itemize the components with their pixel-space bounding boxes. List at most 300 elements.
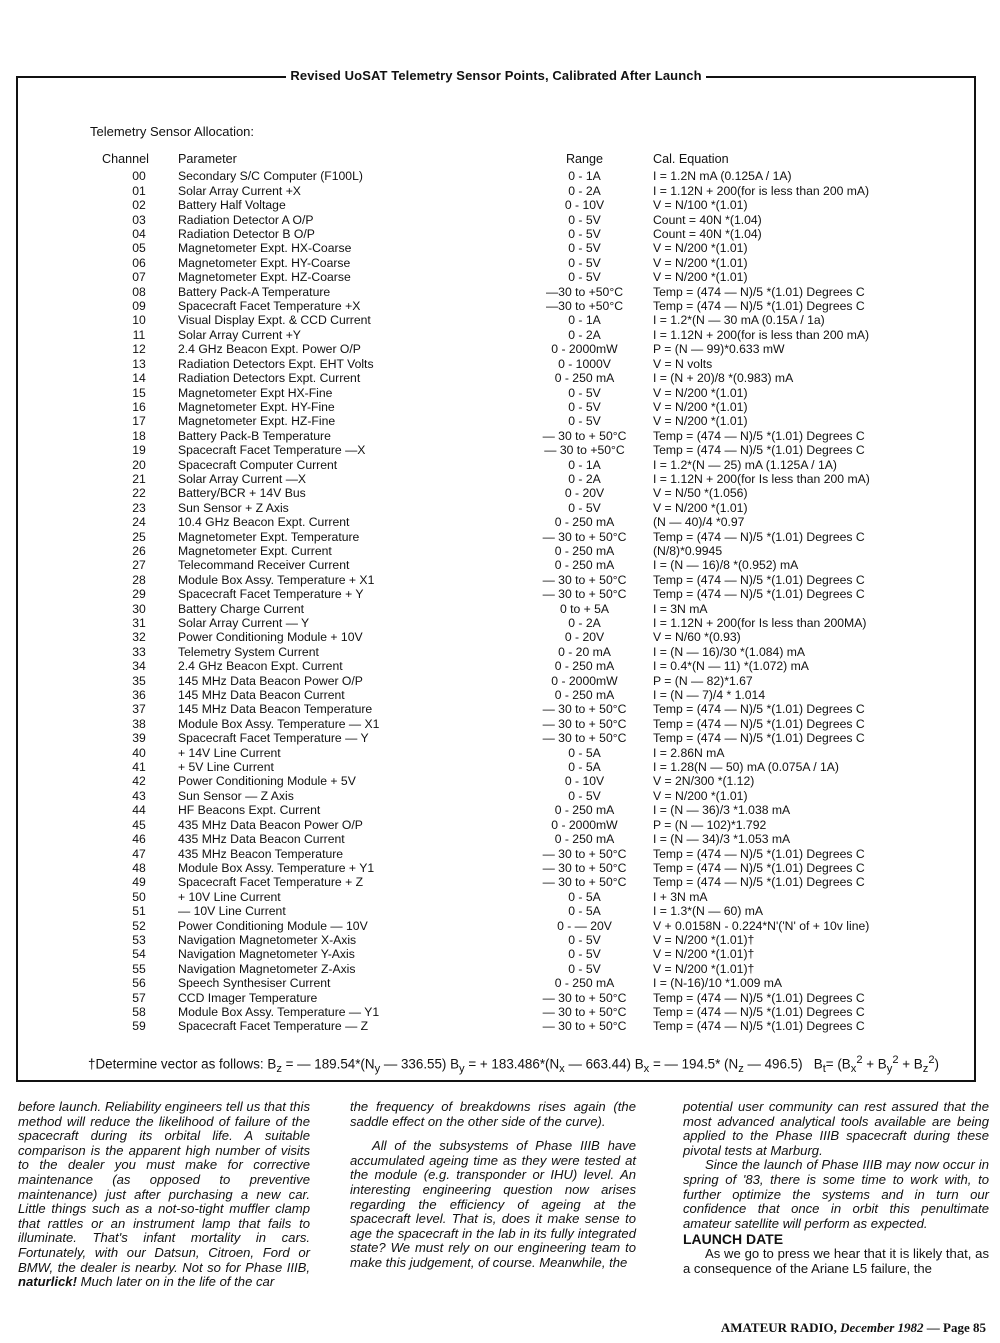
parameter-cell: Radiation Detector B O/P (178, 227, 315, 242)
channel-cell: 02 (132, 198, 146, 213)
range-cell: 0 - 250 mA (554, 543, 615, 558)
range-cell: 0 - 10V (564, 198, 605, 213)
table-row (100, 919, 963, 933)
table-row (100, 674, 963, 688)
table-row (100, 544, 963, 558)
table-row (100, 1019, 963, 1033)
equation-cell: I = 1.2*(N — 25) mA (1.125A / 1A) (653, 457, 837, 472)
range-cell: 0 - 5A (568, 760, 601, 775)
channel-cell: 12 (132, 342, 146, 357)
table-row (100, 746, 963, 760)
parameter-cell: 10.4 GHz Beacon Expt. Current (178, 515, 350, 530)
section-heading: LAUNCH DATE (683, 1231, 784, 1248)
equation-cell: V = N/200 *(1.01) (653, 241, 748, 256)
table-row (100, 602, 963, 616)
table-row (100, 616, 963, 630)
channel-cell: 18 (132, 428, 146, 443)
channel-cell: 04 (132, 227, 146, 242)
range-cell: 0 - 250 mA (554, 558, 615, 573)
channel-cell: 37 (132, 702, 146, 717)
channel-cell: 58 (132, 1004, 146, 1019)
col3-paragraph-3: As we go to press we hear that it is likely that, as a consequence of the Ariane L5 failure, the (683, 1245, 989, 1276)
parameter-cell: Magnetometer Expt HX-Fine (178, 385, 333, 400)
channel-cell: 57 (132, 990, 146, 1005)
equation-cell: Temp = (474 — N)/5 *(1.01) Degrees C (653, 846, 865, 861)
channel-cell: 54 (132, 947, 146, 962)
table-row (100, 976, 963, 990)
range-cell: —30 to +50°C (545, 284, 624, 299)
range-cell: — 30 to + 50°C (542, 846, 627, 861)
channel-cell: 35 (132, 673, 146, 688)
range-cell: — 30 to + 50°C (542, 1019, 627, 1034)
table-row (100, 386, 963, 400)
parameter-cell: Spacecraft Facet Temperature + Z (178, 875, 364, 890)
range-cell: — 30 to + 50°C (542, 428, 627, 443)
channel-cell: 14 (132, 371, 146, 386)
col2-paragraph-2: All of the subsystems of Phase IIIB have accumulated ageing time as they were tested at the module (e.g. transponder or IHU) level. An interesting engineering question now arises regarding the efficiency of ageing at the spacecraft level. That is, does it make sense to age the spacecraft in the lab in its fully integrated state? We must rely on our engineering team to make this judgement, of course. Meanwhile, the (350, 1138, 636, 1270)
header-channel: Channel (102, 152, 149, 166)
table-row (100, 847, 963, 861)
header-parameter: Parameter (178, 152, 237, 166)
equation-cell: I = (N — 34)/3 *1.053 mA (653, 832, 791, 847)
parameter-cell: Spacecraft Facet Temperature — Y (178, 731, 369, 746)
parameter-cell: Spacecraft Facet Temperature — Z (178, 1019, 369, 1034)
parameter-cell: Radiation Detectors Expt. Current (178, 371, 361, 386)
range-cell: — 30 to + 50°C (542, 529, 627, 544)
parameter-cell: Speech Synthesiser Current (178, 976, 331, 991)
parameter-cell: Module Box Assy. Temperature — X1 (178, 716, 380, 731)
equation-cell: V = N/200 *(1.01) (653, 788, 748, 803)
header-range: Range (565, 152, 604, 166)
range-cell: 0 - 5V (568, 414, 601, 429)
telemetry-table (100, 152, 963, 1034)
range-cell: 0 - 5V (568, 241, 601, 256)
range-cell: — 30 to + 50°C (542, 1004, 627, 1019)
table-row (100, 731, 963, 745)
equation-cell: I = (N-16)/10 *1.009 mA (653, 976, 783, 991)
equation-cell: Temp = (474 — N)/5 *(1.01) Degrees C (653, 284, 865, 299)
table-row (100, 270, 963, 284)
parameter-cell: Magnetometer Expt. HY-Coarse (178, 255, 351, 270)
channel-cell: 43 (132, 788, 146, 803)
table-row (100, 184, 963, 198)
parameter-cell: Module Box Assy. Temperature + X1 (178, 572, 375, 587)
range-cell: 0 - 5V (568, 788, 601, 803)
channel-cell: 00 (132, 169, 146, 184)
channel-cell: 10 (132, 313, 146, 328)
col2-paragraph-1: the frequency of breakdowns rises again (the saddle effect on the other side of the curve). (350, 1099, 636, 1129)
parameter-cell: Telecommand Receiver Current (178, 558, 350, 573)
table-row (100, 947, 963, 961)
table-row (100, 1005, 963, 1019)
range-cell: 0 - 250 mA (554, 832, 615, 847)
channel-cell: 39 (132, 731, 146, 746)
range-cell: 0 to + 5A (559, 601, 610, 616)
table-row (100, 774, 963, 788)
equation-cell: V = N/200 *(1.01) (653, 414, 748, 429)
channel-cell: 51 (132, 904, 146, 919)
table-row (100, 832, 963, 846)
parameter-cell: 2.4 GHz Beacon Expt. Current (178, 659, 343, 674)
equation-cell: P = (N — 99)*0.633 mW (653, 342, 785, 357)
range-cell: 0 - 2A (568, 616, 601, 630)
range-cell: 0 - 2A (568, 183, 601, 198)
table-row (100, 501, 963, 515)
range-cell: 0 - 20 mA (558, 644, 611, 659)
equation-cell: I = 1.12N + 200(for Is less than 200 mA) (653, 471, 870, 486)
range-cell: 0 - 250 mA (554, 659, 615, 674)
equation-cell: Temp = (474 — N)/5 *(1.01) Degrees C (653, 529, 865, 544)
table-row (100, 371, 963, 385)
range-cell: —30 to +50°C (545, 299, 624, 314)
range-cell: 0 - 1A (568, 313, 601, 328)
table-row (100, 458, 963, 472)
parameter-cell: Magnetometer Expt. HZ-Fine (178, 414, 336, 429)
range-cell: 0 - 5A (568, 889, 601, 904)
equation-cell: V = N/100 *(1.01) (653, 198, 748, 213)
table-row (100, 573, 963, 587)
parameter-cell: Radiation Detector A O/P (178, 212, 314, 227)
table-row (100, 558, 963, 572)
bold-word: naturlick! (18, 1274, 77, 1290)
table-row (100, 530, 963, 544)
range-cell: — 30 to +50°C (544, 443, 625, 458)
table-row (100, 256, 963, 270)
range-cell: 0 - 250 mA (554, 803, 615, 818)
range-cell: — 30 to + 50°C (542, 990, 627, 1005)
range-cell: 0 - 250 mA (554, 371, 615, 386)
table-row (100, 169, 963, 183)
equation-cell: V = N/200 *(1.01) (653, 399, 748, 414)
parameter-cell: 435 MHz Beacon Temperature (178, 846, 344, 861)
channel-cell: 42 (132, 774, 146, 789)
parameter-cell: 435 MHz Data Beacon Power O/P (178, 817, 363, 832)
range-cell: — 30 to + 50°C (542, 731, 627, 746)
parameter-cell: Magnetometer Expt. HZ-Coarse (178, 270, 351, 285)
table-row (100, 702, 963, 716)
parameter-cell: Radiation Detectors Expt. EHT Volts (178, 356, 374, 371)
equation-cell: I = 3N mA (653, 601, 708, 616)
parameter-cell: Battery Pack-A Temperature (178, 284, 331, 299)
equation-cell: Temp = (474 — N)/5 *(1.01) Degrees C (653, 1019, 865, 1034)
article-column-3 (683, 1100, 989, 1276)
channel-cell: 05 (132, 241, 146, 256)
equation-cell: I = 1.12N + 200(for is less than 200 mA) (653, 327, 870, 342)
equation-cell: I = (N + 20)/8 *(0.983) mA (653, 371, 794, 386)
channel-cell: 53 (132, 932, 146, 947)
channel-cell: 15 (132, 385, 146, 400)
range-cell: 0 - 5V (568, 255, 601, 270)
range-cell: 0 - 2000mW (551, 342, 618, 357)
range-cell: — 30 to + 50°C (542, 860, 627, 875)
parameter-cell: Battery Half Voltage (178, 198, 286, 213)
channel-cell: 31 (132, 616, 146, 630)
range-cell: 0 - 2000mW (551, 673, 618, 688)
equation-cell: I = (N — 36)/3 *1.038 mA (653, 803, 791, 818)
range-cell: 0 - 5V (568, 947, 601, 962)
channel-cell: 07 (132, 270, 146, 285)
channel-cell: 09 (132, 299, 146, 314)
table-row (100, 818, 963, 832)
channel-cell: 56 (132, 976, 146, 991)
table-row (100, 342, 963, 356)
channel-cell: 25 (132, 529, 146, 544)
parameter-cell: Navigation Magnetometer Y-Axis (178, 947, 355, 962)
table-row (100, 357, 963, 371)
channel-cell: 45 (132, 817, 146, 832)
parameter-cell: Magnetometer Expt. HY-Fine (178, 399, 335, 414)
table-header-row (100, 152, 963, 169)
channel-cell: 32 (132, 630, 146, 645)
table-row (100, 198, 963, 212)
parameter-cell: Power Conditioning Module — 10V (178, 918, 368, 933)
parameter-cell: Battery Charge Current (178, 601, 304, 616)
equation-cell: (N/8)*0.9945 (653, 543, 723, 558)
table-row (100, 875, 963, 889)
channel-cell: 38 (132, 716, 146, 731)
parameter-cell: Magnetometer Expt. HX-Coarse (178, 241, 352, 256)
equation-cell: V = N/200 *(1.01) (653, 385, 748, 400)
channel-cell: 41 (132, 760, 146, 775)
equation-cell: I = 2.86N mA (653, 745, 725, 760)
channel-cell: 08 (132, 284, 146, 299)
equation-cell: I = (N — 16)/8 *(0.952) mA (653, 558, 799, 573)
equation-cell: I = 1.28(N — 50) mA (0.075A / 1A) (653, 760, 839, 775)
header-equation: Cal. Equation (653, 152, 729, 166)
channel-cell: 23 (132, 500, 146, 515)
equation-cell: I = 1.3*(N — 60) mA (653, 904, 764, 919)
parameter-cell: HF Beacons Expt. Current (178, 803, 321, 818)
parameter-cell: Solar Array Current +X (178, 183, 301, 198)
range-cell: 0 - 1A (568, 169, 601, 184)
channel-cell: 48 (132, 860, 146, 875)
range-cell: 0 - 5A (568, 745, 601, 760)
table-row (100, 285, 963, 299)
table-row (100, 717, 963, 731)
equation-cell: Temp = (474 — N)/5 *(1.01) Degrees C (653, 702, 865, 717)
equation-cell: Temp = (474 — N)/5 *(1.01) Degrees C (653, 731, 865, 746)
parameter-cell: CCD Imager Temperature (178, 990, 318, 1005)
table-body (100, 169, 963, 1033)
table-row (100, 213, 963, 227)
parameter-cell: 2.4 GHz Beacon Expt. Power O/P (178, 342, 361, 357)
equation-cell: V = N/200 *(1.01)† (653, 947, 755, 962)
range-cell: 0 - 10V (564, 774, 605, 789)
channel-cell: 24 (132, 515, 146, 530)
col3-paragraph-1: potential user community can rest assured that the most advanced analytical tools available are being applied to the Phase IIIB spacecraft during these pivotal tests at Marburg. (683, 1099, 989, 1158)
channel-cell: 26 (132, 543, 146, 558)
article-columns (18, 1099, 989, 1310)
table-row (100, 429, 963, 443)
range-cell: 0 - 5V (568, 961, 601, 976)
parameter-cell: Solar Array Current —X (178, 471, 307, 486)
table-row (100, 587, 963, 601)
table-row (100, 313, 963, 327)
channel-cell: 33 (132, 644, 146, 659)
channel-cell: 47 (132, 846, 146, 861)
parameter-cell: Power Conditioning Module + 5V (178, 774, 356, 789)
equation-cell: I = 1.12N + 200(for Is less than 200MA) (653, 616, 867, 630)
equation-cell: V = N/60 *(0.93) (653, 630, 741, 645)
table-row (100, 227, 963, 241)
range-cell: 0 - 2A (568, 327, 601, 342)
channel-cell: 27 (132, 558, 146, 573)
range-cell: 0 - 2000mW (551, 817, 618, 832)
equation-cell: I = 1.2N mA (0.125A / 1A) (653, 169, 792, 184)
table-row (100, 659, 963, 673)
table-row (100, 962, 963, 976)
channel-cell: 50 (132, 889, 146, 904)
equation-cell: I = 1.2*(N — 30 mA (0.15A / 1a) (653, 313, 825, 328)
parameter-cell: Module Box Assy. Temperature + Y1 (178, 860, 375, 875)
table-row (100, 630, 963, 644)
box-title: Revised UoSAT Telemetry Sensor Points, Calibrated After Launch (18, 67, 974, 85)
equation-cell: V = N volts (653, 356, 713, 371)
parameter-cell: Spacecraft Facet Temperature +X (178, 299, 361, 314)
parameter-cell: Visual Display Expt. & CCD Current (178, 313, 371, 328)
channel-cell: 13 (132, 356, 146, 371)
table-row (100, 328, 963, 342)
equation-cell: Temp = (474 — N)/5 *(1.01) Degrees C (653, 860, 865, 875)
channel-cell: 59 (132, 1019, 146, 1034)
equation-cell: V = N/200 *(1.01)† (653, 932, 755, 947)
table-row (100, 299, 963, 313)
equation-cell: I = (N — 16)/30 *(1.084) mA (653, 644, 806, 659)
channel-cell: 17 (132, 414, 146, 429)
parameter-cell: Solar Array Current — Y (178, 616, 310, 630)
table-row (100, 991, 963, 1005)
parameter-cell: Sun Sensor — Z Axis (178, 788, 294, 803)
table-row (100, 789, 963, 803)
parameter-cell: + 10V Line Current (178, 889, 281, 904)
equation-cell: (N — 40)/4 *0.97 (653, 515, 745, 530)
range-cell: 0 - 5A (568, 904, 601, 919)
parameter-cell: Navigation Magnetometer Z-Axis (178, 961, 356, 976)
range-cell: 0 - 250 mA (554, 976, 615, 991)
table-row (100, 933, 963, 947)
equation-cell: Temp = (474 — N)/5 *(1.01) Degrees C (653, 587, 865, 602)
table-row (100, 890, 963, 904)
equation-cell: Temp = (474 — N)/5 *(1.01) Degrees C (653, 299, 865, 314)
range-cell: 0 - 5V (568, 270, 601, 285)
table-row (100, 904, 963, 918)
range-cell: 0 - — 20V (557, 918, 612, 933)
parameter-cell: Module Box Assy. Temperature — Y1 (178, 1004, 380, 1019)
channel-cell: 44 (132, 803, 146, 818)
parameter-cell: Spacecraft Facet Temperature + Y (178, 587, 364, 602)
table-row (100, 400, 963, 414)
equation-cell: Temp = (474 — N)/5 *(1.01) Degrees C (653, 875, 865, 890)
table-row (100, 515, 963, 529)
col3-paragraph-2: Since the launch of Phase IIIB may now occur in spring of '83, there is some time to work with, to further optimize the systems and in turn our confidence that once in orbit this penultimate amateur satellite will perform as expected. (683, 1157, 989, 1231)
parameter-cell: Secondary S/C Computer (F100L) (178, 169, 363, 184)
channel-cell: 01 (132, 183, 146, 198)
equation-cell: Temp = (474 — N)/5 *(1.01) Degrees C (653, 990, 865, 1005)
table-row (100, 760, 963, 774)
range-cell: 0 - 5V (568, 212, 601, 227)
article-column-2 (350, 1100, 636, 1271)
parameter-cell: + 5V Line Current (178, 760, 274, 775)
equation-cell: I + 3N mA (653, 889, 708, 904)
equation-cell: Temp = (474 — N)/5 *(1.01) Degrees C (653, 572, 865, 587)
equation-cell: V + 0.0158N - 0.224*N'('N' of + 10v line) (653, 918, 870, 933)
table-row (100, 472, 963, 486)
parameter-cell: Spacecraft Computer Current (178, 457, 338, 472)
parameter-cell: Spacecraft Facet Temperature —X (178, 443, 366, 458)
equation-cell: P = (N — 102)*1.792 (653, 817, 767, 832)
telemetry-table-box (16, 68, 976, 1082)
table-row (100, 443, 963, 457)
table-row (100, 414, 963, 428)
channel-cell: 06 (132, 255, 146, 270)
table-row (100, 861, 963, 875)
range-cell: 0 - 20V (564, 630, 605, 645)
parameter-cell: 435 MHz Data Beacon Current (178, 832, 345, 847)
parameter-cell: 145 MHz Data Beacon Current (178, 688, 345, 703)
range-cell: — 30 to + 50°C (542, 702, 627, 717)
equation-cell: P = (N — 82)*1.67 (653, 673, 753, 688)
range-cell: 0 - 5V (568, 227, 601, 242)
parameter-cell: Battery/BCR + 14V Bus (178, 486, 306, 501)
channel-cell: 20 (132, 457, 146, 472)
channel-cell: 34 (132, 659, 146, 674)
equation-cell: Temp = (474 — N)/5 *(1.01) Degrees C (653, 443, 865, 458)
parameter-cell: Solar Array Current +Y (178, 327, 301, 342)
parameter-cell: + 14V Line Current (178, 745, 281, 760)
parameter-cell: 145 MHz Data Beacon Power O/P (178, 673, 363, 688)
channel-cell: 30 (132, 601, 146, 616)
parameter-cell: Magnetometer Expt. Temperature (178, 529, 360, 544)
channel-cell: 21 (132, 471, 146, 486)
equation-cell: V = N/50 *(1.056) (653, 486, 748, 501)
range-cell: 0 - 5V (568, 932, 601, 947)
equation-cell: I = 0.4*(N — 11) *(1.072) mA (653, 659, 809, 674)
range-cell: — 30 to + 50°C (542, 716, 627, 731)
equation-cell: Count = 40N *(1.04) (653, 227, 762, 242)
parameter-cell: 145 MHz Data Beacon Temperature (178, 702, 373, 717)
equation-cell: V = N/200 *(1.01) (653, 270, 748, 285)
table-row (100, 241, 963, 255)
table-row (100, 688, 963, 702)
equation-cell: Temp = (474 — N)/5 *(1.01) Degrees C (653, 716, 865, 731)
vector-footnote: †Determine vector as follows: $B_z$ = — $189.54*(N_y$ — 336.55) $B_y$ = + $183.486*(N_x$ — 663.44) $B_x$ = — 194.5* ($N_z$ — 496.5) $B_t= (B_x^2 + B_y^2 + B_z^2)$ (88, 1054, 939, 1076)
channel-cell: 40 (132, 745, 146, 760)
range-cell: 0 - 5V (568, 385, 601, 400)
range-cell: — 30 to + 50°C (542, 587, 627, 602)
parameter-cell: Power Conditioning Module + 10V (178, 630, 363, 645)
channel-cell: 03 (132, 212, 146, 227)
range-cell: 0 - 5V (568, 399, 601, 414)
channel-cell: 36 (132, 688, 146, 703)
parameter-cell: Magnetometer Expt. Current (178, 543, 332, 558)
channel-cell: 29 (132, 587, 146, 602)
equation-cell: Count = 40N *(1.04) (653, 212, 762, 227)
channel-cell: 16 (132, 399, 146, 414)
parameter-cell: Telemetry System Current (178, 644, 319, 659)
table-row (100, 645, 963, 659)
range-cell: 0 - 1A (568, 457, 601, 472)
range-cell: 0 - 20V (564, 486, 605, 501)
channel-cell: 19 (132, 443, 146, 458)
equation-cell: V = 2N/300 *(1.12) (653, 774, 755, 789)
range-cell: 0 - 250 mA (554, 515, 615, 530)
equation-cell: I = (N — 7)/4 * 1.014 (653, 688, 766, 703)
table-row (100, 486, 963, 500)
equation-cell: V = N/200 *(1.01) (653, 500, 748, 515)
channel-cell: 11 (132, 327, 146, 342)
equation-cell: Temp = (474 — N)/5 *(1.01) Degrees C (653, 428, 865, 443)
range-cell: 0 - 2A (568, 471, 601, 486)
